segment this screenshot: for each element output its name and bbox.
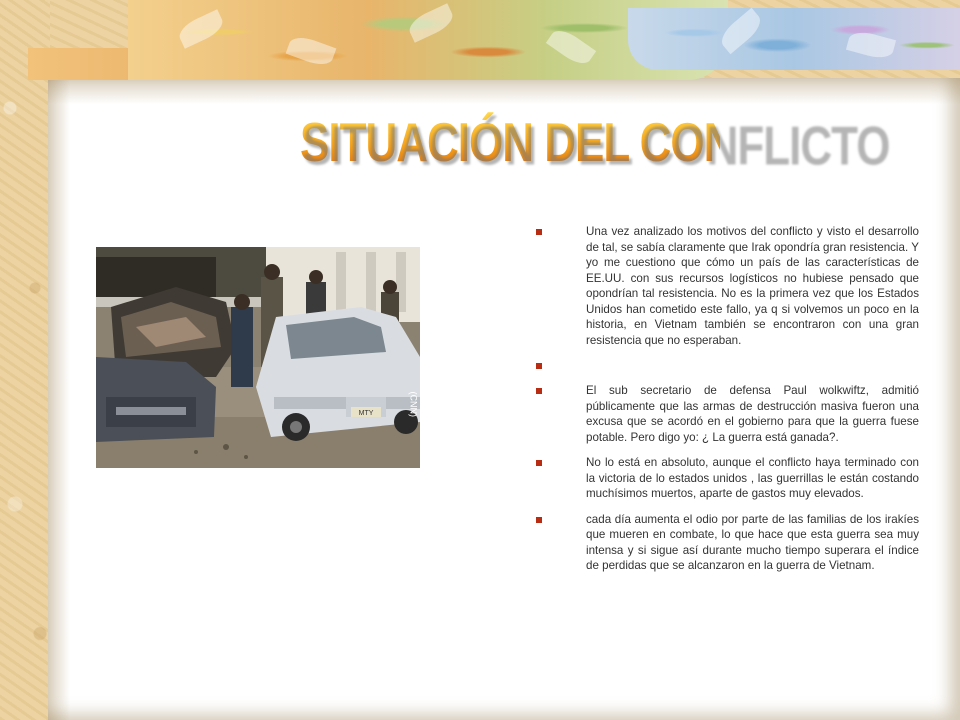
- slide-title: SITUACIÓN DEL CONFLICTO: [300, 112, 887, 174]
- list-item: [536, 512, 919, 574]
- list-item: [536, 224, 919, 348]
- bullet-list: [536, 224, 919, 584]
- bullet-text: El sub secretario de defensa Paul wolkwiftz, admitió públicamente que las armas de destrucción masiva fueron una excusa que se acordó en el gobierno para que la guerra fuese potable. Pero digo yo: ¿ La guerra está ganada?.: [586, 384, 919, 444]
- news-photo: [96, 247, 420, 468]
- bullet-text: cada día aumenta el odio por parte de las familias de los irakíes que mueren en combate, lo que hace que esta guerra sea muy intensa y si sigue así durante mucho tiempo superara el índice de perdidas que se alcanzaron en la guerra de Vietnam.: [586, 512, 919, 572]
- square-bullet-icon: [536, 388, 542, 394]
- square-bullet-icon: [536, 517, 542, 523]
- bullet-text: No lo está en absoluto, aunque el conflicto haya terminado con la victoria de lo estados unidos , las guerrillas le están costando muchísimos muertos, aparte de gastos muy elevados.: [586, 456, 919, 500]
- bullet-text: Una vez analizado los motivos del conflicto y visto el desarrollo de tal, se sabía claramente que Irak opondría gran resistencia. Y yo me cuestiono que cómo un país de las características de EE.UU. con sus recursos logísticos no hubiese pensado que opondrían tal resistencia. No es la primera vez que los Estados Unidos han cometido este fallo, ya q si volvemos un poco en la historia, en Vietnam también se encontraron con una gran resistencia que no esperaban.: [586, 225, 919, 347]
- decorative-leaf-banner: [28, 0, 960, 80]
- license-plate-text: MTY: [358, 410, 374, 417]
- square-bullet-icon: [536, 460, 542, 466]
- destroyed-cars-illustration: [96, 247, 420, 468]
- list-item: [536, 383, 919, 445]
- square-bullet-icon: [536, 363, 542, 369]
- photo-credit: (CNN): [408, 391, 418, 417]
- list-item: [536, 455, 919, 502]
- list-item: [536, 358, 919, 373]
- square-bullet-icon: [536, 229, 542, 235]
- left-parchment-strip: [0, 0, 50, 720]
